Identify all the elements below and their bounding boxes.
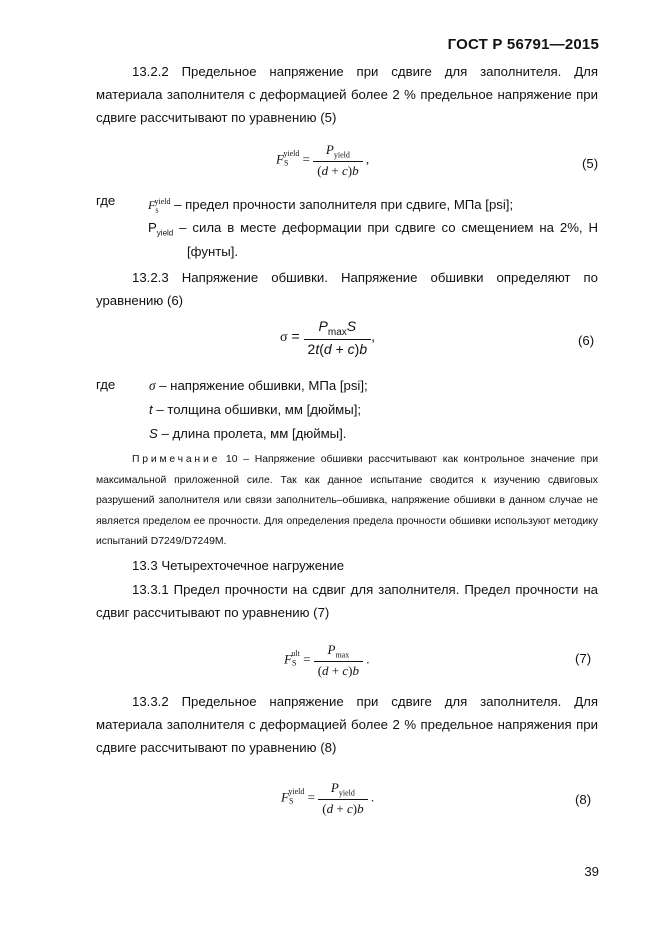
definition-f-s-yield: $F_s^{yield}$ – предел прочности заполнителя при сдвиге, МПа [psi];	[148, 197, 514, 215]
paragraph-13-3-2: 13.3.2 Предельное напряжение при сдвиге для заполнителя. Для материала заполнителя с деформацией более 2 % предельное напряжения при сдвиге рассчитывают по уравнению (8)	[96, 694, 598, 755]
paragraph-13-2-3: 13.2.3 Напряжение обшивки. Напряжение обшивки определяют по уравнению (6)	[96, 270, 598, 308]
equation-8: $F_S^{yield}$ = $\frac{P_{yield}}{(d + c)b}$ .	[281, 780, 375, 816]
equation-5: $F_S^{yield}$ = $\frac{P_{yield}}{(d + c)b}$ ,	[276, 142, 370, 178]
standard-header: ГОСТ Р 56791—2015	[447, 36, 599, 53]
definition-p-yield: $P_{yield}$ – сила в месте деформации при сдвиге со смещением на 2%, Н	[148, 220, 598, 238]
equation-7: $F_S^{ult}$ = $\frac{P_{max}}{(d + c)b}$ .	[284, 642, 370, 678]
section-13-3-title: 13.3 Четырехточечное нагружение	[132, 558, 345, 573]
equation-6-number: (6)	[578, 333, 595, 348]
definition-t: t – толщина обшивки, мм [дюймы];	[149, 402, 362, 417]
equation-7-number: (7)	[575, 651, 592, 666]
paragraph-13-2-2: 13.2.2 Предельное напряжение при сдвиге для заполнителя. Для материала заполнителя с деформацией более 2 % предельное напряжение при сдвиге рассчитывают по уравнению (5)	[96, 64, 598, 125]
page-number: 39	[584, 864, 599, 879]
definition-p-yield-cont: [фунты].	[187, 244, 239, 259]
equation-6: σ = $\frac{P_{max}S}{2t(d + c)b}$ ,	[280, 318, 375, 357]
equation-5-number: (5)	[582, 156, 599, 171]
definition-sigma: σ – напряжение обшивки, МПа [psi];	[149, 378, 368, 393]
where-label-5: где	[96, 193, 116, 208]
note-10: Примечание 10 – Напряжение обшивки рассчитывают как контрольное значение при максимальной приложенной силе. Так как данное испытание сводится к изучению сдвиговых разрушений заполнителя или связи заполнитель–обшивка, напряжение обшивки в данном случае не является пределом ее прочности. Для определения предела прочности обшивки используют методику испытаний D7249/D7249M.	[96, 454, 598, 547]
where-label-6: где	[96, 377, 116, 392]
equation-8-number: (8)	[575, 792, 592, 807]
definition-s: S – длина пролета, мм [дюймы].	[149, 426, 347, 441]
paragraph-13-3-1: 13.3.1 Предел прочности на сдвиг для заполнителя. Предел прочности на сдвиг рассчитывают по уравнению (7)	[96, 582, 598, 620]
